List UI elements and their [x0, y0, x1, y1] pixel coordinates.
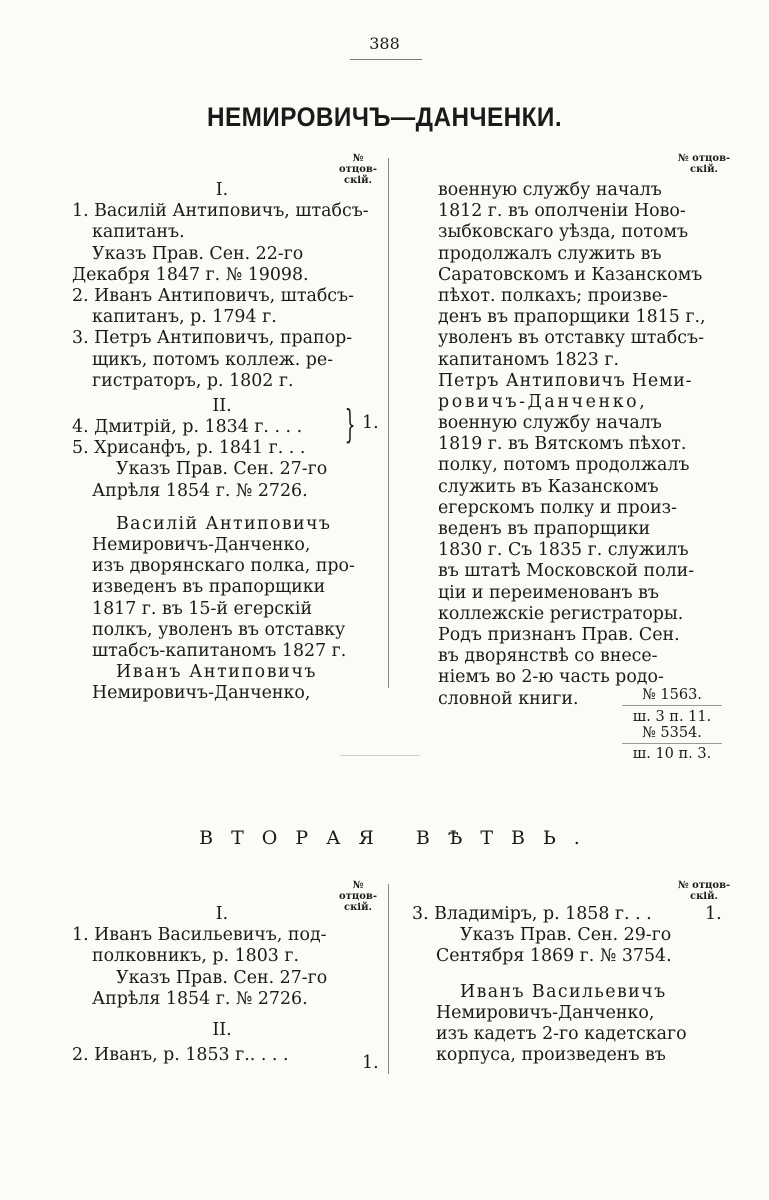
bio-line: въ дворянствѣ со внесе- [438, 646, 658, 667]
bio-line: Иванъ Васильевичъ [460, 981, 667, 1002]
roman-heading: II. [212, 1019, 232, 1040]
section-rule [340, 755, 420, 756]
bio-line: ровичъ-Данченко, [438, 391, 648, 412]
page-title: НЕМИРОВИЧЪ—ДАНЧЕНКИ. [206, 102, 563, 132]
bio-line: Немировичъ-Данченко, [92, 535, 311, 555]
bio-line: корпуса, произведенъ въ [436, 1045, 666, 1066]
branch-title: ВТОРАЯ ВѢТВЬ. [199, 827, 598, 849]
bio-line: въ штатѣ Московской поли- [438, 561, 695, 582]
bio-line: Немировичъ-Данченко, [92, 683, 311, 704]
bio-line: 1812 г. въ ополченіи Ново- [438, 201, 686, 222]
section1-left-column [72, 180, 372, 705]
entry-line: 3. Владиміръ, р. 1858 г. . . [412, 904, 652, 924]
bio-line: уволенъ въ отставку штабсъ- [438, 328, 704, 349]
bio-line: полкъ, уволенъ въ отставку [92, 619, 346, 640]
bio-line: изведенъ въ прапорщики [92, 577, 326, 598]
entry-line: капитанъ, р. 1794 г. [92, 307, 277, 328]
bio-line: словной книги. [438, 688, 579, 709]
entry-line: Апрѣля 1854 г. № 2726. [92, 480, 308, 501]
father-number: 1. [705, 904, 722, 924]
bio-line: Петръ Антиповичъ Неми- [438, 370, 693, 391]
column-header-left: № отцов- скій. [338, 880, 378, 913]
bio-line: Саратовскомъ и Казанскомъ [438, 264, 703, 285]
entry-line: Указъ Прав. Сен. 27-го [116, 967, 328, 988]
reference-location: ш. 3 п. 11. [632, 709, 712, 725]
entry-line: 1. Иванъ Васильевичъ, под- [72, 925, 327, 946]
bio-line: 1830 г. Съ 1835 г. служилъ [438, 540, 689, 561]
bio-line: денъ въ прапорщики 1815 г., [438, 307, 706, 328]
column-header-right: № отцов- скій. [677, 880, 731, 902]
column-divider [388, 884, 389, 1074]
entry-line: капитанъ. [92, 222, 185, 243]
entry-line: 5. Хрисанфъ, р. 1841 г. . . [72, 438, 306, 459]
column-divider [388, 158, 389, 688]
bio-line: егерскомъ полку и произ- [438, 497, 678, 518]
bio-line: ціи и переименованъ въ [438, 582, 659, 603]
bio-line: Немировичъ-Данченко, [436, 1002, 655, 1023]
bio-line: Иванъ Антиповичъ [116, 662, 318, 683]
bio-line: 1819 г. въ Вятскомъ пѣхот. [438, 434, 687, 455]
bio-line: Родъ признанъ Прав. Сен. [438, 624, 680, 645]
bio-line: штабсъ-капитаномъ 1827 г. [92, 640, 347, 661]
roman-heading: II. [212, 395, 232, 416]
bio-line: военную службу началъ [438, 180, 662, 200]
entry-line: Указъ Прав. Сен. 27-го [116, 459, 328, 480]
bio-line: Василій Антиповичъ [116, 513, 332, 534]
bio-line: полку, потомъ продолжалъ [438, 455, 690, 476]
bio-line: зыбковскаго уѣзда, потомъ [438, 222, 689, 243]
roman-heading: I. [215, 180, 229, 200]
father-number: 1. [362, 413, 379, 433]
section1-right-column [438, 180, 706, 710]
column-header-right: № отцов- скій. [677, 153, 731, 175]
entry-line: 3. Петръ Антиповичъ, прапор- [72, 328, 353, 349]
entry-line: 2. Иванъ Антиповичъ, штабсъ- [72, 285, 354, 306]
entry-line: Декабря 1847 г. № 19098. [72, 264, 309, 285]
bio-line: изъ кадетъ 2-го кадетскаго [436, 1023, 687, 1044]
entry-line: гистраторъ, р. 1802 г. [92, 370, 294, 391]
entry-line: Сентября 1869 г. № 3754. [436, 946, 672, 967]
entry-line: Апрѣля 1854 г. № 2726. [92, 988, 308, 1009]
column-header-left: № отцов- скій. [338, 153, 378, 186]
bio-line: военную службу началъ [438, 413, 662, 434]
bio-line: продолжалъ служить въ [438, 243, 662, 264]
entry-line: Указъ Прав. Сен. 29-го [460, 925, 672, 946]
roman-heading: I. [215, 904, 229, 924]
entry-line: Указъ Прав. Сен. 22-го [92, 243, 304, 264]
reference-number: № 5354. [622, 724, 722, 744]
reference-location: ш. 10 п. 3. [632, 746, 712, 762]
entry-line: 2. Иванъ, р. 1853 г.. . . . [72, 1045, 289, 1066]
bio-line: ніемъ во 2-ю часть родо- [438, 667, 664, 688]
entry-line: щикъ, потомъ коллеж. ре- [92, 349, 334, 370]
bio-line: капитаномъ 1823 г. [438, 349, 620, 370]
bio-line: изъ дворянскаго полка, про- [92, 556, 355, 577]
bio-line: коллежскіе регистраторы. [438, 603, 684, 624]
bio-line: 1817 г. въ 15-й егерскій [92, 598, 313, 619]
entry-line: 4. Дмитрій, р. 1834 г. . . . [72, 417, 303, 438]
section2-right-column [412, 904, 692, 1066]
entry-line: 1. Василій Антиповичъ, штабсъ- [72, 201, 369, 222]
bio-line: служить въ Казанскомъ [438, 476, 659, 497]
section2-left-column [72, 904, 372, 1066]
page-number: 388 [369, 34, 400, 53]
entry-line: полковникъ, р. 1803 г. [92, 946, 300, 967]
header-rule [350, 59, 422, 60]
reference-number: № 1563. [622, 686, 722, 706]
father-number: 1. [362, 1053, 379, 1073]
brace-mark: } [344, 402, 356, 446]
bio-line: веденъ въ прапорщики [438, 519, 651, 539]
bio-line: пѣхот. полкахъ; произве- [438, 285, 668, 306]
